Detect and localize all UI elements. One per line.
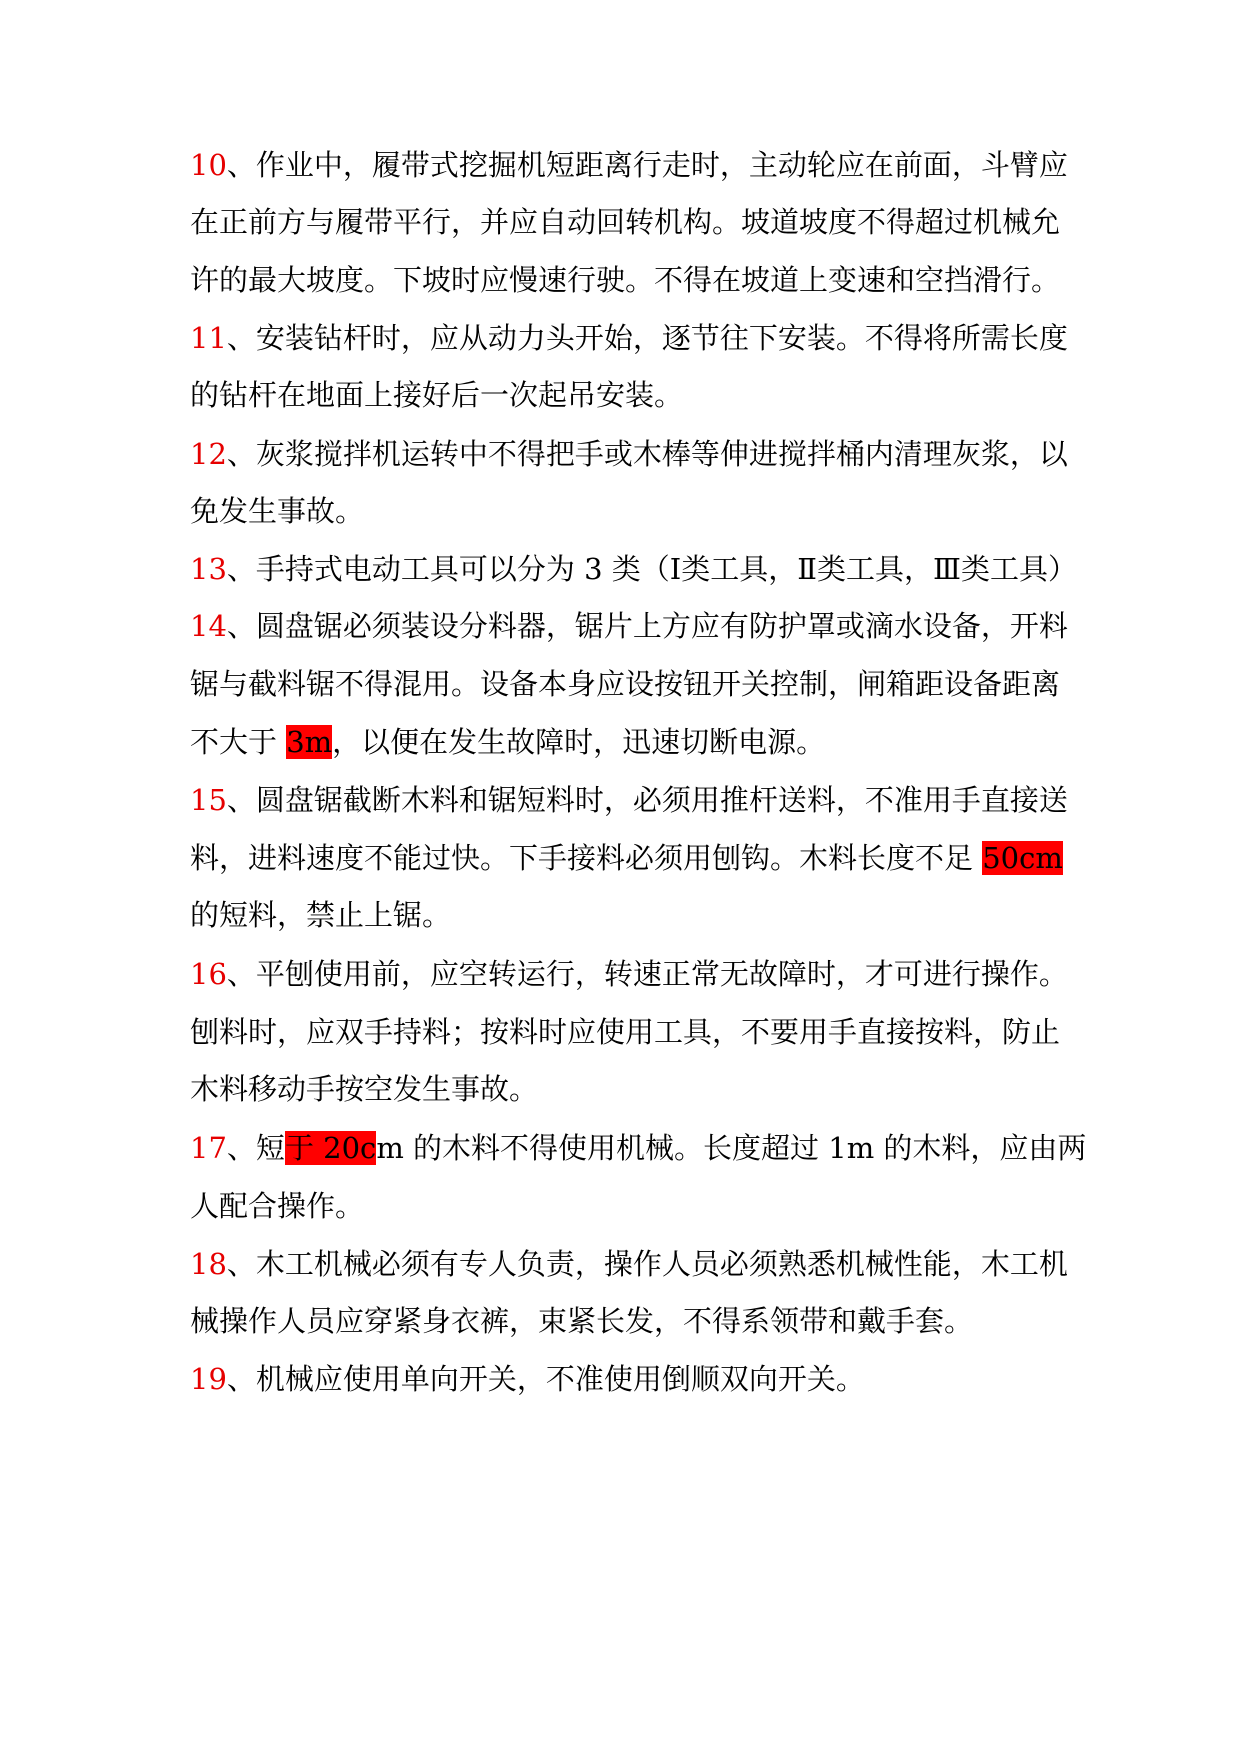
item-text: 安装钻杆时，应从动力头开始，逐节往下安装。不得将所需长度 — [255, 321, 1068, 355]
item-text: 锯与截料锯不得混用。设备本身应设按钮开关控制，闸箱距设备距离 — [190, 667, 1061, 701]
item-17-line-2 — [190, 1186, 364, 1226]
item-text: 机械应使用单向开关，不准使用倒顺双向开关。 — [255, 1362, 865, 1396]
item-12-line-2 — [190, 491, 364, 531]
item-text: 许的最大坡度。下坡时应慢速行驶。不得在坡道上变速和空挡滑行。 — [190, 263, 1061, 297]
item-14-line-1 — [190, 606, 1068, 646]
item-16-line-2 — [190, 1012, 1060, 1052]
item-16-line-1 — [190, 954, 1068, 994]
item-text: 免发生事故。 — [190, 494, 365, 528]
item-12-line-1 — [190, 434, 1068, 474]
item-text: 的钻杆在地面上接好后一次起吊安装。 — [190, 378, 684, 412]
item-separator: 、 — [226, 148, 256, 182]
item-separator: 、 — [226, 783, 256, 817]
item-18-line-1 — [190, 1244, 1068, 1284]
item-number: 17 — [190, 1131, 227, 1165]
item-19-line-1 — [190, 1359, 865, 1399]
item-separator: 、 — [226, 437, 256, 471]
item-separator: 、 — [226, 609, 256, 643]
item-text: ，以便在发生故障时，迅速切断电源。 — [332, 725, 826, 759]
item-15-line-3 — [190, 895, 451, 935]
item-text: 平刨使用前，应空转运行，转速正常无故障时，才可进行操作。 — [255, 957, 1068, 991]
item-text: 短 — [255, 1131, 285, 1165]
item-separator: 、 — [226, 321, 256, 355]
item-text: 圆盘锯截断木料和锯短料时，必须用推杆送料，不准用手直接送 — [255, 783, 1068, 817]
item-text: 刨料时，应双手持料；按料时应使用工具，不要用手直接按料，防止 — [190, 1015, 1061, 1049]
item-separator: 、 — [226, 1131, 256, 1165]
item-15-line-2 — [190, 838, 1063, 878]
item-14-line-2 — [190, 664, 1060, 704]
item-10-line-2 — [190, 202, 1060, 242]
item-separator: 、 — [226, 1247, 256, 1281]
item-10-line-1 — [190, 145, 1068, 185]
item-text: 的短料，禁止上锯。 — [190, 898, 452, 932]
item-text: 灰浆搅拌机运转中不得把手或木棒等伸进搅拌桶内清理灰浆，以 — [255, 437, 1068, 471]
item-11-line-1 — [190, 318, 1068, 358]
item-separator: 、 — [226, 957, 256, 991]
item-separator: 、 — [226, 1362, 256, 1396]
item-text: 木料移动手按空发生事故。 — [190, 1072, 539, 1106]
highlighted-value: 50cm — [982, 841, 1063, 875]
item-10-line-3 — [190, 260, 1060, 300]
item-text: 不大于 — [190, 725, 287, 759]
item-18-line-2 — [190, 1301, 973, 1341]
item-number: 11 — [190, 321, 227, 355]
item-text: 圆盘锯必须装设分料器，锯片上方应有防护罩或滴水设备，开料 — [255, 609, 1068, 643]
item-text: 在正前方与履带平行，并应自动回转机构。坡道坡度不得超过机械允 — [190, 205, 1061, 239]
item-number: 13 — [190, 552, 227, 586]
item-11-line-2 — [190, 375, 683, 415]
item-17-line-1 — [190, 1128, 1086, 1168]
item-text: 木工机械必须有专人负责，操作人员必须熟悉机械性能，木工机 — [255, 1247, 1068, 1281]
item-separator: 、 — [226, 552, 256, 586]
item-number: 12 — [190, 437, 227, 471]
item-15-line-1 — [190, 780, 1068, 820]
item-16-line-3 — [190, 1069, 538, 1109]
item-text: 手持式电动工具可以分为 3 类（Ⅰ类工具，Ⅱ类工具，Ⅲ类工具） — [255, 552, 1077, 586]
highlighted-value: 于 20c — [284, 1131, 377, 1165]
item-number: 15 — [190, 783, 227, 817]
highlighted-value: 3m — [286, 725, 333, 759]
item-text: m 的木料不得使用机械。长度超过 1m 的木料，应由两 — [376, 1131, 1087, 1165]
item-13-line-1 — [190, 549, 1077, 589]
item-text: 械操作人员应穿紧身衣裤，束紧长发，不得系领带和戴手套。 — [190, 1304, 974, 1338]
item-text: 料，进料速度不能过快。下手接料必须用刨钩。木料长度不足 — [190, 841, 983, 875]
item-number: 18 — [190, 1247, 227, 1281]
item-number: 14 — [190, 609, 227, 643]
item-number: 19 — [190, 1362, 227, 1396]
item-number: 10 — [190, 148, 227, 182]
item-text: 人配合操作。 — [190, 1189, 365, 1223]
item-text: 作业中，履带式挖掘机短距离行走时，主动轮应在前面，斗臂应 — [255, 148, 1068, 182]
item-14-line-3 — [190, 722, 825, 762]
item-number: 16 — [190, 957, 227, 991]
